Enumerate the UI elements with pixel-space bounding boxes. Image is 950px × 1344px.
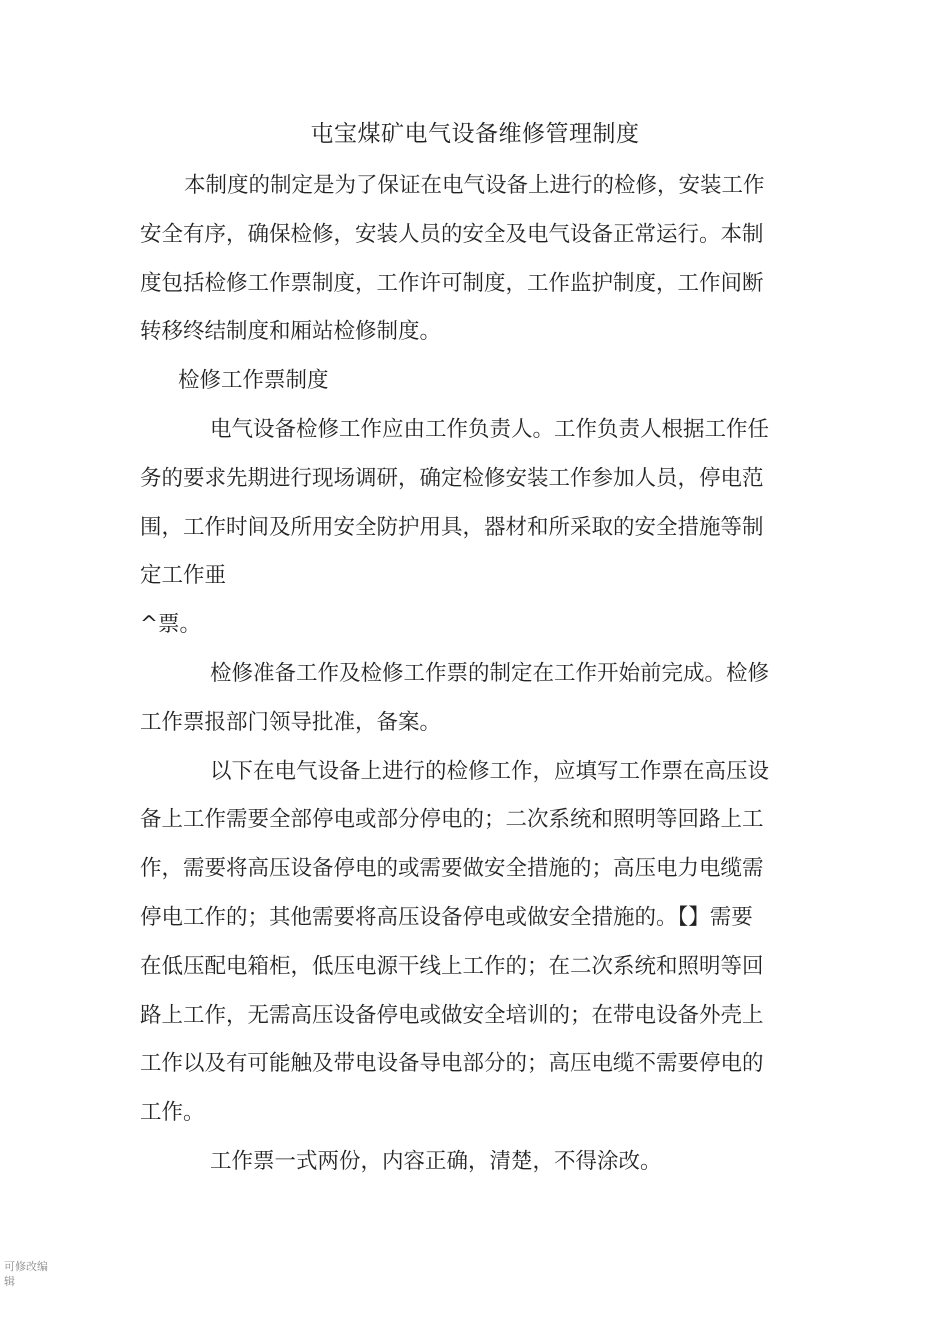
paragraph-preparation [140, 650, 810, 748]
text-line: 安全有序，确保检修，安装人员的安全及电气设备正常运行。本制 [140, 221, 764, 247]
text-line: 工作。 [140, 1100, 205, 1126]
text-line: 备上工作需要全部停电或部分停电的；二次系统和照明等回路上工 [140, 807, 764, 833]
text-line: ^票。 [140, 612, 202, 638]
text-line: 工作票一式两份，内容正确，清楚，不得涂改。 [210, 1148, 662, 1174]
text-line: 度包括检修工作票制度，工作许可制度，工作监护制度，工作间断 [140, 270, 764, 296]
text-line: 定工作亜 [140, 563, 227, 589]
text-line: 检修准备工作及检修工作票的制定在工作开始前完成。检修 [210, 660, 770, 686]
paragraph-ticket-copies [140, 1138, 810, 1187]
paragraph-work-ticket-cases [140, 748, 810, 1138]
paragraph-work-responsible [140, 406, 810, 650]
intro-paragraph [140, 162, 810, 357]
text-line: 以下在电气设备上进行的检修工作，应填写工作票在高压设 [210, 758, 770, 784]
section-heading-text: 检修工作票制度 [178, 368, 329, 394]
document-body [140, 162, 810, 1187]
editable-note-line: 可修改编 [4, 1260, 48, 1273]
text-line: 围，工作时间及所用安全防护用具，器材和所采取的安全措施等制 [140, 514, 764, 540]
section-heading [140, 357, 810, 406]
document-title: 屯宝煤矿电气设备维修管理制度 [310, 121, 640, 147]
text-line: 路上工作，无需高压设备停电或做安全培训的；在带电设备外壳上 [140, 1002, 764, 1028]
text-line: 电气设备检修工作应由工作负责人。工作负责人根据工作任 [210, 416, 770, 442]
text-line: 本制度的制定是为了保证在电气设备上进行的检修，安装工作 [184, 173, 765, 198]
text-line: 在低压配电箱柜，低压电源干线上工作的；在二次系统和照明等回 [140, 953, 764, 979]
text-line: 工作票报部门领导批准，备案。 [140, 709, 442, 735]
text-line: 工作以及有可能触及带电设备导电部分的；高压电缆不需要停电的 [140, 1051, 764, 1077]
text-line: 务的要求先期进行现场调研，确定检修安装工作参加人员，停电范 [140, 465, 764, 491]
text-line: 停电工作的；其他需要将高压设备停电或做安全措施的。【】需要 [140, 904, 753, 930]
text-line: 转移终结制度和厢站检修制度。 [140, 319, 442, 345]
editable-note-line: 辑 [4, 1275, 15, 1288]
editable-note [4, 1259, 64, 1289]
text-line: 作，需要将高压设备停电的或需要做安全措施的；高压电力电缆需 [140, 856, 764, 882]
